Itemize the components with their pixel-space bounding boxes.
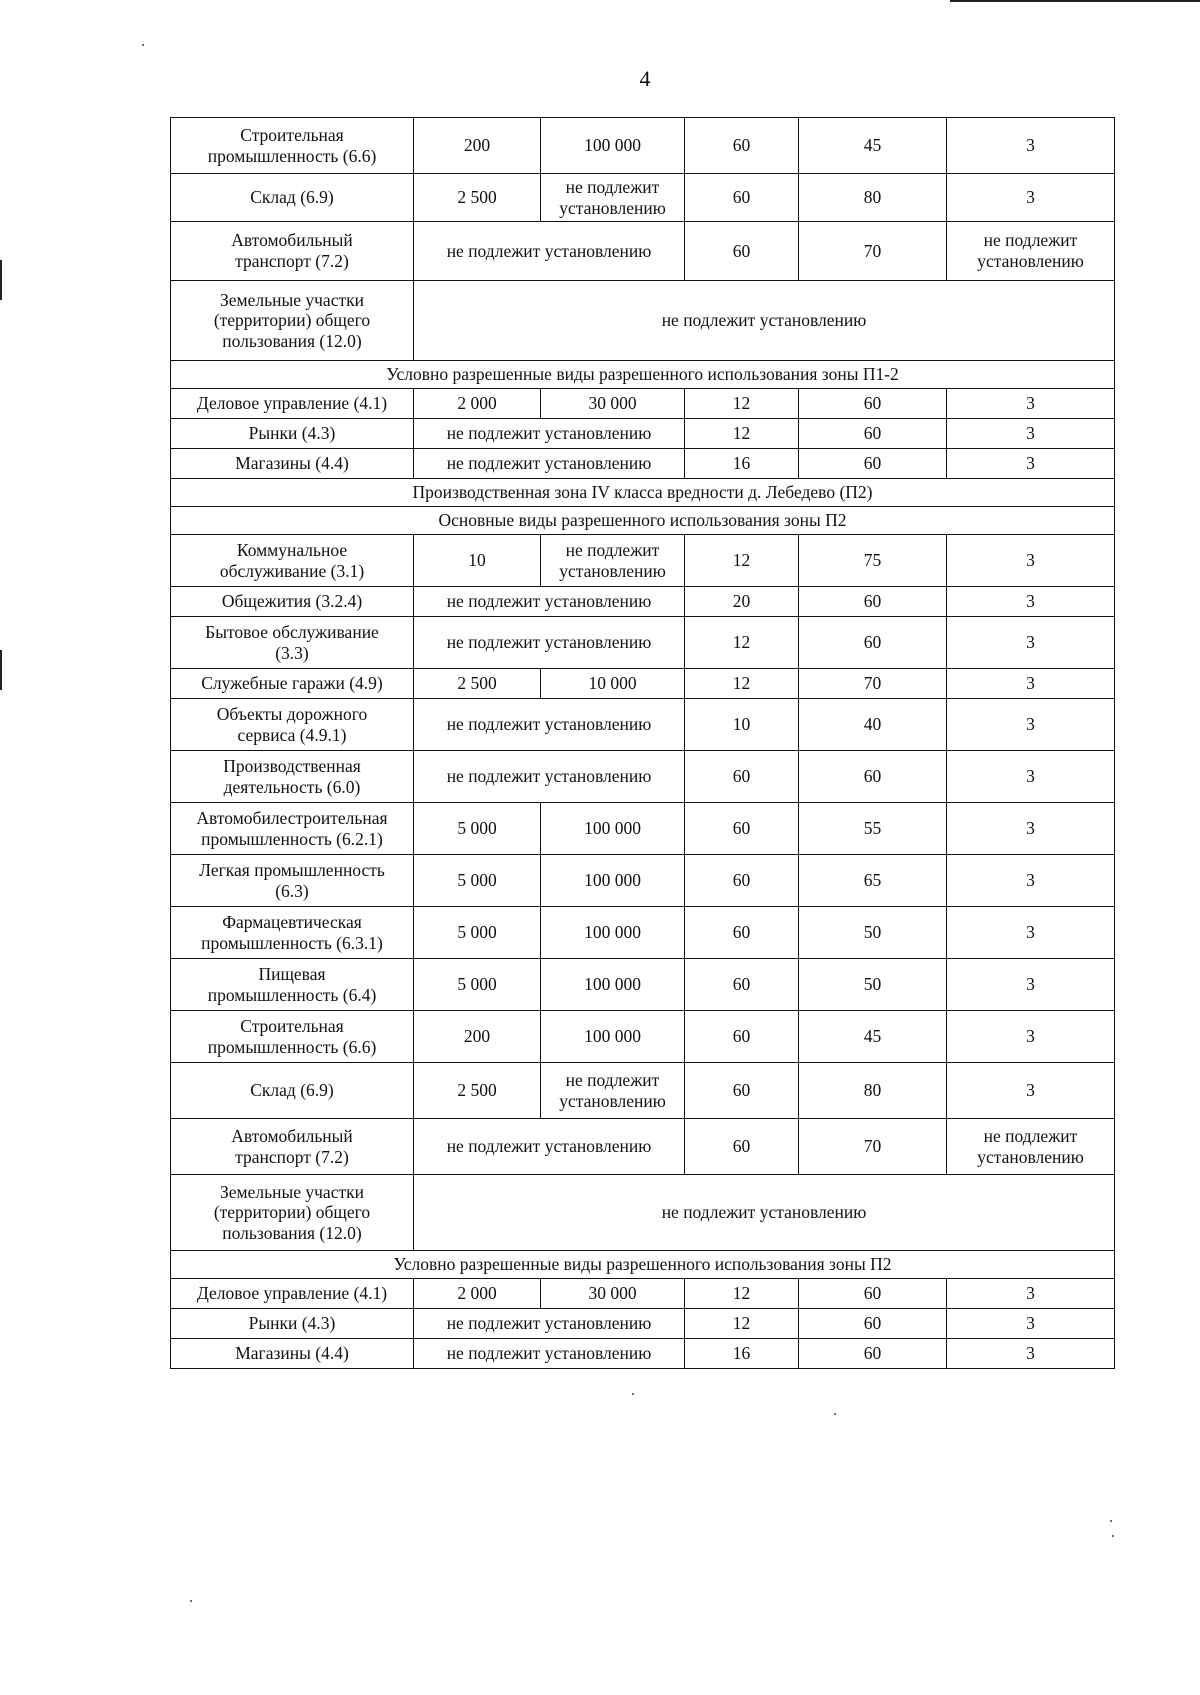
- scan-speck: [190, 1600, 192, 1602]
- not-applicable-text: не подлежит установлению: [661, 1202, 867, 1223]
- value-cell-4: 12: [685, 419, 799, 449]
- value-cell-6: 3: [947, 699, 1115, 751]
- not-applicable-text: не подлежит установлению: [446, 240, 652, 261]
- land-use-name: [171, 907, 414, 959]
- land-use-name-line: деятельность (6.0): [223, 776, 361, 797]
- value-cell-5: 40: [799, 699, 947, 751]
- min-plot-area-cell: 5 000: [414, 855, 541, 907]
- value-cell-5: 65: [799, 855, 947, 907]
- value-cell-5: 80: [799, 1063, 947, 1119]
- land-use-name-line: (территории) общего: [213, 1202, 371, 1223]
- land-use-name-line: Автомобильный: [231, 1125, 353, 1146]
- not-applicable-text: не подлежит установлению: [661, 310, 867, 331]
- page-number: 4: [639, 66, 651, 91]
- value-cell-4: 12: [685, 617, 799, 669]
- land-use-name-line: Служебные гаражи (4.9): [201, 673, 383, 694]
- max-plot-area-cell: 30 000: [541, 389, 685, 419]
- land-use-name-line: промышленность (6.6): [207, 1036, 377, 1057]
- land-use-name-line: (территории) общего: [213, 310, 371, 331]
- max-plot-area-cell: [541, 535, 685, 587]
- value-cell-4: 16: [685, 1339, 799, 1369]
- land-use-name: [171, 449, 414, 479]
- value-cell-4: 60: [685, 1119, 799, 1175]
- value-cell-6: 3: [947, 751, 1115, 803]
- value-cell-4: 12: [685, 1279, 799, 1309]
- land-use-name-line: промышленность (6.3.1): [201, 932, 383, 953]
- value-cell-5: 70: [799, 1119, 947, 1175]
- not-applicable-text: не подлежит: [983, 1125, 1078, 1146]
- land-use-name-line: промышленность (6.6): [207, 145, 377, 166]
- land-use-name: [171, 1175, 414, 1251]
- value-cell-5: 60: [799, 449, 947, 479]
- value-cell-5: 60: [799, 419, 947, 449]
- value-cell-5: 70: [799, 222, 947, 281]
- value-cell-5: 45: [799, 1011, 947, 1063]
- scan-edge-left-1: [0, 260, 2, 300]
- land-use-name-line: Строительная: [240, 1015, 344, 1036]
- land-use-name-line: Склад (6.9): [250, 1080, 334, 1101]
- value-cell-4: 60: [685, 1011, 799, 1063]
- value-cell-6: 3: [947, 959, 1115, 1011]
- value-cell-5: 60: [799, 1339, 947, 1369]
- max-plot-area-cell: 100 000: [541, 803, 685, 855]
- land-use-name: [171, 1119, 414, 1175]
- land-use-name-line: сервиса (4.9.1): [237, 724, 347, 745]
- not-applicable-text: не подлежит установлению: [446, 632, 652, 653]
- not-applicable-text: не подлежит установлению: [446, 1343, 652, 1364]
- value-cell-6: 3: [947, 803, 1115, 855]
- value-cell-6: 3: [947, 1309, 1115, 1339]
- land-use-name: [171, 535, 414, 587]
- scan-speck: [1110, 1520, 1112, 1522]
- land-use-name-line: Объекты дорожного: [216, 703, 368, 724]
- table-row: [171, 389, 1115, 419]
- not-applicable-text: не подлежит: [565, 176, 660, 197]
- value-cell-6: 3: [947, 118, 1115, 174]
- land-use-name-line: Коммунальное: [236, 539, 348, 560]
- land-use-name-line: пользования (12.0): [222, 330, 362, 351]
- value-cell-6: 3: [947, 1011, 1115, 1063]
- land-use-name: [171, 222, 414, 281]
- land-use-name-line: Пищевая: [258, 963, 326, 984]
- value-cell-6: 3: [947, 389, 1115, 419]
- table-row: [171, 699, 1115, 751]
- not-applicable-text: установлению: [559, 560, 666, 581]
- value-cell-6: 3: [947, 1063, 1115, 1119]
- value-cell-4: 60: [685, 907, 799, 959]
- land-use-name-line: Земельные участки: [220, 289, 364, 310]
- land-use-name-line: Рынки (4.3): [248, 423, 336, 444]
- value-cell-5: 50: [799, 959, 947, 1011]
- merged-value-cell: [414, 281, 1115, 361]
- scan-speck: [632, 1393, 634, 1395]
- table-row: [171, 1011, 1115, 1063]
- min-plot-area-cell: 5 000: [414, 803, 541, 855]
- table-row: [171, 1309, 1115, 1339]
- max-plot-area-cell: 100 000: [541, 1011, 685, 1063]
- land-use-name: [171, 803, 414, 855]
- land-use-name: [171, 959, 414, 1011]
- table-row: [171, 1279, 1115, 1309]
- min-plot-area-cell: 200: [414, 118, 541, 174]
- min-plot-area-cell: 5 000: [414, 907, 541, 959]
- table-row: [171, 855, 1115, 907]
- value-cell-4: 12: [685, 669, 799, 699]
- land-use-name-line: Магазины (4.4): [235, 1343, 349, 1364]
- table-row: [171, 587, 1115, 617]
- value-cell-6: 3: [947, 449, 1115, 479]
- min-plot-area-cell: 200: [414, 1011, 541, 1063]
- scan-speck: [1112, 1535, 1114, 1537]
- land-use-name: [171, 855, 414, 907]
- table-row: [171, 118, 1115, 174]
- value-cell-4: 60: [685, 959, 799, 1011]
- value-cell-4: 12: [685, 389, 799, 419]
- table-row: [171, 535, 1115, 587]
- plot-area-merged-cell: [414, 587, 685, 617]
- min-plot-area-cell: 2 500: [414, 1063, 541, 1119]
- max-plot-area-cell: [541, 174, 685, 222]
- land-use-name-line: Фармацевтическая: [222, 911, 362, 932]
- land-use-name-line: Общежития (3.2.4): [221, 591, 363, 612]
- not-applicable-text: не подлежит установлению: [446, 1313, 652, 1334]
- land-use-regulations-table: [170, 117, 1115, 1369]
- min-plot-area-cell: 2 500: [414, 174, 541, 222]
- value-cell-5: 70: [799, 669, 947, 699]
- table-row: [171, 281, 1115, 361]
- value-cell-5: 60: [799, 1309, 947, 1339]
- value-cell-4: 60: [685, 855, 799, 907]
- value-cell-6: 3: [947, 174, 1115, 222]
- value-cell-5: 45: [799, 118, 947, 174]
- not-applicable-text: не подлежит: [565, 1069, 660, 1090]
- land-use-name-line: Деловое управление (4.1): [196, 393, 388, 414]
- value-cell-6: 3: [947, 855, 1115, 907]
- land-use-name: [171, 1309, 414, 1339]
- land-use-name: [171, 617, 414, 669]
- table-row: [171, 1339, 1115, 1369]
- value-cell-4: 12: [685, 535, 799, 587]
- land-use-name: [171, 1279, 414, 1309]
- plot-area-merged-cell: [414, 419, 685, 449]
- land-use-name-line: Автомобилестроительная: [196, 807, 388, 828]
- plot-area-merged-cell: [414, 1119, 685, 1175]
- land-use-name: [171, 419, 414, 449]
- section-header: Условно разрешенные виды разрешенного использования зоны П2: [171, 1251, 1115, 1279]
- value-cell-5: 60: [799, 617, 947, 669]
- min-plot-area-cell: 2 000: [414, 389, 541, 419]
- min-plot-area-cell: 2 500: [414, 669, 541, 699]
- table-row: [171, 419, 1115, 449]
- value-cell-5: 60: [799, 1279, 947, 1309]
- scan-edge-left-2: [0, 650, 2, 690]
- value-cell-6: 3: [947, 419, 1115, 449]
- section-header: Производственная зона IV класса вредности д. Лебедево (П2): [171, 479, 1115, 507]
- value-cell-6: [947, 222, 1115, 281]
- min-plot-area-cell: 5 000: [414, 959, 541, 1011]
- min-plot-area-cell: 2 000: [414, 1279, 541, 1309]
- plot-area-merged-cell: [414, 699, 685, 751]
- not-applicable-text: не подлежит: [565, 539, 660, 560]
- table-row: [171, 907, 1115, 959]
- land-use-name: [171, 389, 414, 419]
- value-cell-5: 60: [799, 587, 947, 617]
- land-use-name-line: Склад (6.9): [250, 187, 334, 208]
- land-use-name-line: Земельные участки: [220, 1181, 364, 1202]
- not-applicable-text: не подлежит установлению: [446, 423, 652, 444]
- not-applicable-text: не подлежит установлению: [446, 591, 652, 612]
- value-cell-4: 20: [685, 587, 799, 617]
- table-row: [171, 1063, 1115, 1119]
- table-row: [171, 222, 1115, 281]
- section-header: Условно разрешенные виды разрешенного использования зоны П1-2: [171, 361, 1115, 389]
- table-row: [171, 959, 1115, 1011]
- value-cell-6: 3: [947, 1279, 1115, 1309]
- table-row: [171, 174, 1115, 222]
- land-use-name-line: Легкая промышленность: [199, 859, 385, 880]
- value-cell-5: 80: [799, 174, 947, 222]
- land-use-name-line: промышленность (6.4): [207, 984, 377, 1005]
- land-use-name-line: пользования (12.0): [222, 1222, 362, 1243]
- value-cell-6: 3: [947, 1339, 1115, 1369]
- not-applicable-text: установлению: [977, 1146, 1084, 1167]
- max-plot-area-cell: 100 000: [541, 118, 685, 174]
- value-cell-4: 16: [685, 449, 799, 479]
- not-applicable-text: не подлежит установлению: [446, 1136, 652, 1157]
- max-plot-area-cell: 10 000: [541, 669, 685, 699]
- scan-edge-top: [950, 0, 1200, 2]
- land-use-name: [171, 587, 414, 617]
- value-cell-5: 55: [799, 803, 947, 855]
- value-cell-5: 50: [799, 907, 947, 959]
- table-body: [171, 118, 1115, 1369]
- value-cell-6: 3: [947, 617, 1115, 669]
- value-cell-5: 60: [799, 389, 947, 419]
- land-use-name-line: обслуживание (3.1): [219, 560, 365, 581]
- value-cell-4: 10: [685, 699, 799, 751]
- land-use-name-line: Бытовое обслуживание: [205, 621, 379, 642]
- value-cell-4: 60: [685, 751, 799, 803]
- land-use-name-line: Автомобильный: [231, 230, 353, 251]
- land-use-name-line: Деловое управление (4.1): [196, 1283, 388, 1304]
- land-use-name: [171, 669, 414, 699]
- value-cell-4: 12: [685, 1309, 799, 1339]
- land-use-name: [171, 1339, 414, 1369]
- land-use-name-line: промышленность (6.2.1): [201, 828, 383, 849]
- section-header-row: [171, 1251, 1115, 1279]
- value-cell-4: 60: [685, 222, 799, 281]
- land-use-name-line: транспорт (7.2): [235, 251, 349, 271]
- land-use-name-line: Строительная: [240, 124, 344, 145]
- plot-area-merged-cell: [414, 751, 685, 803]
- land-use-name-line: (3.3): [275, 642, 309, 663]
- plot-area-merged-cell: [414, 1339, 685, 1369]
- table-row: [171, 1119, 1115, 1175]
- value-cell-6: 3: [947, 535, 1115, 587]
- value-cell-5: 60: [799, 751, 947, 803]
- value-cell-4: 60: [685, 118, 799, 174]
- section-header-row: [171, 507, 1115, 535]
- scan-speck: [142, 44, 144, 46]
- max-plot-area-cell: 100 000: [541, 907, 685, 959]
- max-plot-area-cell: 100 000: [541, 959, 685, 1011]
- land-use-name: [171, 1011, 414, 1063]
- plot-area-merged-cell: [414, 449, 685, 479]
- max-plot-area-cell: [541, 1063, 685, 1119]
- land-use-name-line: Магазины (4.4): [235, 453, 349, 474]
- min-plot-area-cell: 10: [414, 535, 541, 587]
- value-cell-5: 75: [799, 535, 947, 587]
- land-use-name: [171, 281, 414, 361]
- not-applicable-text: установлению: [559, 1090, 666, 1111]
- land-use-name-line: Рынки (4.3): [248, 1313, 336, 1334]
- scan-speck: [834, 1413, 836, 1415]
- land-use-name: [171, 751, 414, 803]
- max-plot-area-cell: 30 000: [541, 1279, 685, 1309]
- land-use-name: [171, 1063, 414, 1119]
- table-row: [171, 1175, 1115, 1251]
- max-plot-area-cell: 100 000: [541, 855, 685, 907]
- table-row: [171, 751, 1115, 803]
- land-use-name: [171, 174, 414, 222]
- plot-area-merged-cell: [414, 617, 685, 669]
- land-use-name: [171, 699, 414, 751]
- land-use-name: [171, 118, 414, 174]
- not-applicable-text: не подлежит: [983, 230, 1078, 251]
- not-applicable-text: установлению: [977, 251, 1084, 271]
- not-applicable-text: не подлежит установлению: [446, 453, 652, 474]
- table-row: [171, 449, 1115, 479]
- table-row: [171, 803, 1115, 855]
- value-cell-4: 60: [685, 1063, 799, 1119]
- land-use-name-line: (6.3): [275, 880, 309, 901]
- land-use-name-line: транспорт (7.2): [235, 1146, 349, 1167]
- value-cell-6: 3: [947, 669, 1115, 699]
- section-header: Основные виды разрешенного использования зоны П2: [171, 507, 1115, 535]
- land-use-name-line: Производственная: [223, 755, 361, 776]
- not-applicable-text: не подлежит установлению: [446, 766, 652, 787]
- value-cell-6: 3: [947, 587, 1115, 617]
- value-cell-4: 60: [685, 803, 799, 855]
- section-header-row: [171, 361, 1115, 389]
- not-applicable-text: установлению: [559, 197, 666, 218]
- section-header-row: [171, 479, 1115, 507]
- not-applicable-text: не подлежит установлению: [446, 714, 652, 735]
- plot-area-merged-cell: [414, 1309, 685, 1339]
- plot-area-merged-cell: [414, 222, 685, 281]
- merged-value-cell: [414, 1175, 1115, 1251]
- table-row: [171, 669, 1115, 699]
- value-cell-6: 3: [947, 907, 1115, 959]
- value-cell-6: [947, 1119, 1115, 1175]
- table-row: [171, 617, 1115, 669]
- value-cell-4: 60: [685, 174, 799, 222]
